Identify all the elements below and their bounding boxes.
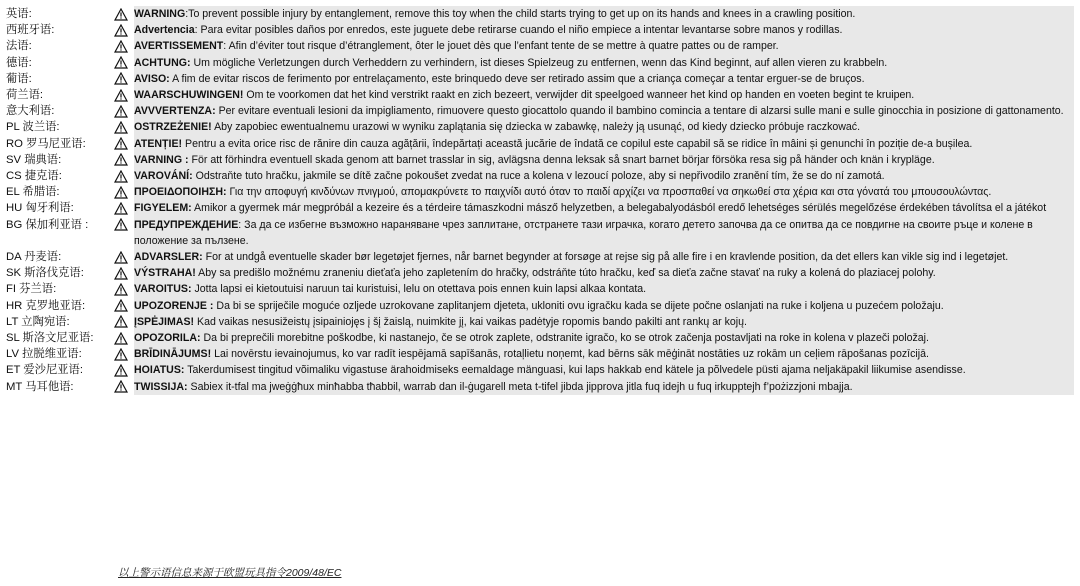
warning-triangle-icon <box>114 298 134 314</box>
warning-sentence: A fim de evitar riscos de ferimento por entrelaçamento, este brinquedo deve ser retirado assim que a criança começar a tentar erguer-se de bruços. <box>172 72 865 85</box>
warning-row <box>6 55 1074 71</box>
warning-keyword: ATENȚIE! <box>134 137 183 150</box>
warning-row <box>6 314 1074 330</box>
warning-keyword: AVISO: <box>134 72 170 85</box>
warning-sentence: Um mögliche Verletzungen durch Verheddern zu verhindern, ist dieses Spielzeug zu entfernen, wenn das Kind beginnt, auf allen vieren zu krabbeln. <box>193 56 888 69</box>
warning-keyword: Advertencia <box>134 24 195 37</box>
warning-text <box>134 298 1074 314</box>
warning-sentence: För att förhindra eventuell skada genom att barnet trasslar in sig, avlägsna denna leksak så snart barnet börjar försöka resa sig på händer och knän i krypläge. <box>191 153 935 166</box>
warning-triangle-icon <box>114 379 134 395</box>
warning-text <box>134 184 1074 200</box>
warning-sentence: Aby sa predišlo možnému zraneniu dieťaťa jeho zapletením do hračky, odstráňte túto hračku, keď sa dieťa začne stavať na ruky a kolená do plaziacej polohy. <box>198 267 936 280</box>
warning-row <box>6 103 1074 119</box>
warning-triangle-icon <box>114 136 134 152</box>
warning-text <box>134 22 1074 38</box>
language-label: 法语: <box>6 40 32 53</box>
warning-text <box>134 136 1074 152</box>
warning-keyword: VAROVÁNÍ: <box>134 170 193 183</box>
warning-triangle-icon <box>114 71 134 87</box>
warning-row <box>6 200 1074 216</box>
warning-sentence: Sabiex it-tfal ma jweġġħux minħabba tħabbil, warrab dan il-ġugarell meta t-tifel jibda jipprova jitla fuq idejh u fuq irkupptejh f’pożizzjoni mbajja. <box>190 380 853 393</box>
warning-row <box>6 362 1074 378</box>
language-label: 英语: <box>6 8 32 20</box>
warning-row <box>6 346 1074 362</box>
warning-triangle-icon <box>114 38 134 54</box>
warning-text <box>134 168 1074 184</box>
warning-sentence: За да се избегне възможно нараняване чрез заплитане, отстранете тази играчка, когато детето започва да се опитва да се повдигне на своите ръце и колене в положение за пълзене. <box>134 218 1033 247</box>
warning-row <box>6 87 1074 103</box>
warning-text <box>134 38 1074 54</box>
language-label: 葡语: <box>6 72 32 85</box>
warning-row <box>6 38 1074 54</box>
warning-sentence: Om te voorkomen dat het kind verstrikt raakt en zich bezeert, verwijder dit speelgoed wanneer het kind op handen en voeten begint te kruipen. <box>246 89 915 102</box>
warning-triangle-icon <box>114 265 134 281</box>
language-label: BG 保加利亚语 : <box>6 218 89 231</box>
warning-sentence: Για την αποφυγή κινδύνων πνιγμού, απομακρύνετε το παιχνίδι αυτό όταν το παιδί αρχίζει να προσπαθεί να σηκωθεί στα χέρια και στα γόνατά του μπουσουλώντας. <box>229 186 992 199</box>
warning-keyword: ΠΡΟΕΙΔΟΠΟΙΗΣΗ: <box>134 186 227 199</box>
source-footnote: 以上警示语信息来源于欧盟玩具指令2009/48/EC <box>118 567 342 579</box>
language-label: 德语: <box>6 56 32 69</box>
warning-keyword: OPOZORILA: <box>134 332 201 345</box>
warning-sentence: For at undgå eventuelle skader bør legetøjet fjernes, når barnet begynder at forsøge at rejse sig på alle fire i en kravlende position, da det ellers kan vikle sig ind i legetøjet. <box>205 251 1009 264</box>
warning-sentence: Pentru a evita orice risc de rănire din cauza agățării, îndepărtați această jucărie de îndată ce copilul este capabil să se ridice în mâini și genunchi în poziție de-a bușilea. <box>185 137 973 150</box>
warning-triangle-icon <box>114 6 134 22</box>
warning-keyword: VAROITUS: <box>134 283 192 296</box>
warning-row <box>6 136 1074 152</box>
language-label: ET 爱沙尼亚语: <box>6 364 83 377</box>
warning-row <box>6 184 1074 200</box>
warning-sentence: Aby zapobiec ewentualnemu urazowi w wyniku zaplątania się dziecka w zabawkę, należy ją usunąć, od kiedy dziecko próbuje raczkować. <box>214 121 861 134</box>
language-label: 荷兰语: <box>6 89 44 102</box>
warning-keyword: HOIATUS: <box>134 364 185 377</box>
language-label: SV 瑞典语: <box>6 153 62 166</box>
warning-sentence: Lai novērstu ievainojumus, ko var radīt iespējamā sapīšanās, rotaļlietu noņemt, kad bērns sāk mēģināt nostāties uz rokām un ceļiem rāpošanas pozīcijā. <box>214 348 929 361</box>
warning-text <box>134 200 1074 216</box>
warning-sentence: Da bi preprečili morebitne poškodbe, ki nastanejo, če se otrok zaplete, odstranite igračo, ko se otrok začenja postavljati na roke in kolena v plazeči položaj. <box>203 332 929 345</box>
warning-text <box>134 55 1074 71</box>
warning-text <box>134 119 1074 135</box>
keyword-separator: : <box>223 40 229 53</box>
warning-triangle-icon <box>114 103 134 119</box>
warning-keyword: ĮSPĖJIMAS! <box>134 315 195 328</box>
language-label: PL 波兰语: <box>6 121 60 134</box>
warning-keyword: UPOZORENJE : <box>134 299 214 312</box>
warning-row <box>6 330 1074 346</box>
warning-triangle-icon <box>114 152 134 168</box>
warning-triangle-icon <box>114 362 134 378</box>
warning-text <box>134 152 1074 168</box>
warning-text <box>134 330 1074 346</box>
warning-triangle-icon <box>114 168 134 184</box>
warning-keyword: ПРЕДУПРЕЖДЕНИЕ <box>134 218 239 231</box>
language-label: SL 斯洛文尼亚语: <box>6 332 94 345</box>
warning-triangle-icon <box>114 55 134 71</box>
warning-keyword: ACHTUNG: <box>134 56 191 69</box>
language-label: DA 丹麦语: <box>6 251 62 264</box>
warning-triangle-icon <box>114 22 134 38</box>
warning-keyword: AVVVERTENZA: <box>134 105 216 118</box>
warning-triangle-icon <box>114 346 134 362</box>
warning-text <box>134 362 1074 378</box>
warning-sentence: To prevent possible injury by entanglement, remove this toy when the child starts trying to get up on its hands and knees in a crawling position. <box>188 8 856 20</box>
warning-sentence: Per evitare eventuali lesioni da impigliamento, rimuovere questo giocattolo quando il bambino comincia a tentare di alzarsi sulle mani e sulle ginocchia in posizione di gattonamento. <box>218 105 1064 118</box>
warning-triangle-icon <box>114 87 134 103</box>
warning-list <box>6 6 1074 395</box>
warning-keyword: WARNING <box>134 8 186 20</box>
warning-text <box>134 346 1074 362</box>
warning-sentence: Kad vaikas nesusižeistų įsipainiojęs į šį žaislą, nuimkite jį, kai vaikas padėtyje ropomis bando pakilti ant rankų ar kojų. <box>197 315 747 328</box>
language-label: 西班牙语: <box>6 24 55 37</box>
warning-triangle-icon <box>114 330 134 346</box>
warning-row <box>6 298 1074 314</box>
warning-text <box>134 217 1074 249</box>
language-label: LT 立陶宛语: <box>6 315 70 328</box>
warning-triangle-icon <box>114 314 134 330</box>
keyword-separator: : <box>194 24 201 37</box>
warning-row <box>6 281 1074 297</box>
warning-row <box>6 71 1074 87</box>
warning-triangle-icon <box>114 184 134 200</box>
language-label: SK 斯洛伐克语: <box>6 267 84 280</box>
warning-keyword: OSTRZEŻENIE! <box>134 121 212 134</box>
warning-row <box>6 217 1074 249</box>
warning-text <box>134 281 1074 297</box>
warning-row <box>6 6 1074 22</box>
warning-keyword: FIGYELEM: <box>134 202 192 215</box>
warning-sentence: Takerdumisest tingitud võimaliku vigastuse ärahoidmiseks eemaldage mänguasi, kui laps hakkab end kätele ja põlvedele püsti ajama neljakäpakil liikumise asendisse. <box>187 364 966 377</box>
warning-triangle-icon <box>114 200 134 216</box>
warning-row <box>6 168 1074 184</box>
warning-sentence: Afin d’éviter tout risque d’étranglement, ôter le jouet dès que l’enfant tente de se mettre à quatre pattes ou de ramper. <box>228 40 779 53</box>
warning-row <box>6 249 1074 265</box>
language-label: MT 马耳他语: <box>6 380 74 393</box>
warning-sentence: Amikor a gyermek már megpróbál a kezeire és a térdeire támaszkodni másző helyzetben, a belegabalyodásból eredő lehetséges sérülés megelőzése érdekében távolítsa el a játékot <box>194 202 1047 215</box>
warning-triangle-icon <box>114 217 134 233</box>
language-label: LV 拉脱维亚语: <box>6 348 82 361</box>
warning-triangle-icon <box>114 119 134 135</box>
warning-text <box>134 6 1074 22</box>
warning-keyword: VÝSTRAHA! <box>134 267 196 280</box>
warning-text <box>134 265 1074 281</box>
keyword-separator: : <box>185 8 189 20</box>
warning-text <box>134 379 1074 395</box>
warning-keyword: ADVARSLER: <box>134 251 203 264</box>
warning-sentence: Jotta lapsi ei kietoutuisi naruun tai kuristuisi, lelu on otettava pois ennen kuin lapsi alkaa kontata. <box>194 283 647 296</box>
language-label: RO 罗马尼亚语: <box>6 137 86 150</box>
warning-sentence: Para evitar posibles daños por enredos, este juguete debe retirarse cuando el niño empiece a intentar levantarse sobre manos y rodillas. <box>200 24 843 37</box>
warning-text <box>134 314 1074 330</box>
keyword-separator: : <box>238 218 245 231</box>
warning-text <box>134 71 1074 87</box>
language-label: CS 捷克语: <box>6 170 62 183</box>
warning-sentence: Da bi se spriječile moguće ozljede uzrokovane zaplitanjem djeteta, ukloniti ovu igračku kada se dijete počne oslanjati na ruke i koljena u puzećem položaju. <box>216 299 944 312</box>
language-label: EL 希腊语: <box>6 186 60 199</box>
warning-keyword: AVERTISSEMENT <box>134 40 224 53</box>
warning-keyword: VARNING : <box>134 153 189 166</box>
language-label: HU 匈牙利语: <box>6 202 74 215</box>
warning-text <box>134 87 1074 103</box>
language-label: 意大利语: <box>6 105 55 118</box>
warning-text <box>134 103 1074 119</box>
warning-row <box>6 22 1074 38</box>
warning-keyword: BRĪDINĀJUMS! <box>134 348 212 361</box>
warning-keyword: TWISSIJA: <box>134 380 188 393</box>
warning-triangle-icon <box>114 281 134 297</box>
warning-row <box>6 265 1074 281</box>
warning-row <box>6 379 1074 395</box>
warning-sentence: Odstraňte tuto hračku, jakmile se dítě začne pokoušet zvedat na ruce a kolena v lezoucí poloze, aby si nepřivodilo zranění tím, že se do ní zamotá. <box>195 170 885 183</box>
warning-row <box>6 119 1074 135</box>
language-label: FI 芬兰语: <box>6 283 57 296</box>
language-label: HR 克罗地亚语: <box>6 299 86 312</box>
warning-text <box>134 249 1074 265</box>
warning-triangle-icon <box>114 249 134 265</box>
warning-keyword: WAARSCHUWINGEN! <box>134 89 244 102</box>
warning-row <box>6 152 1074 168</box>
